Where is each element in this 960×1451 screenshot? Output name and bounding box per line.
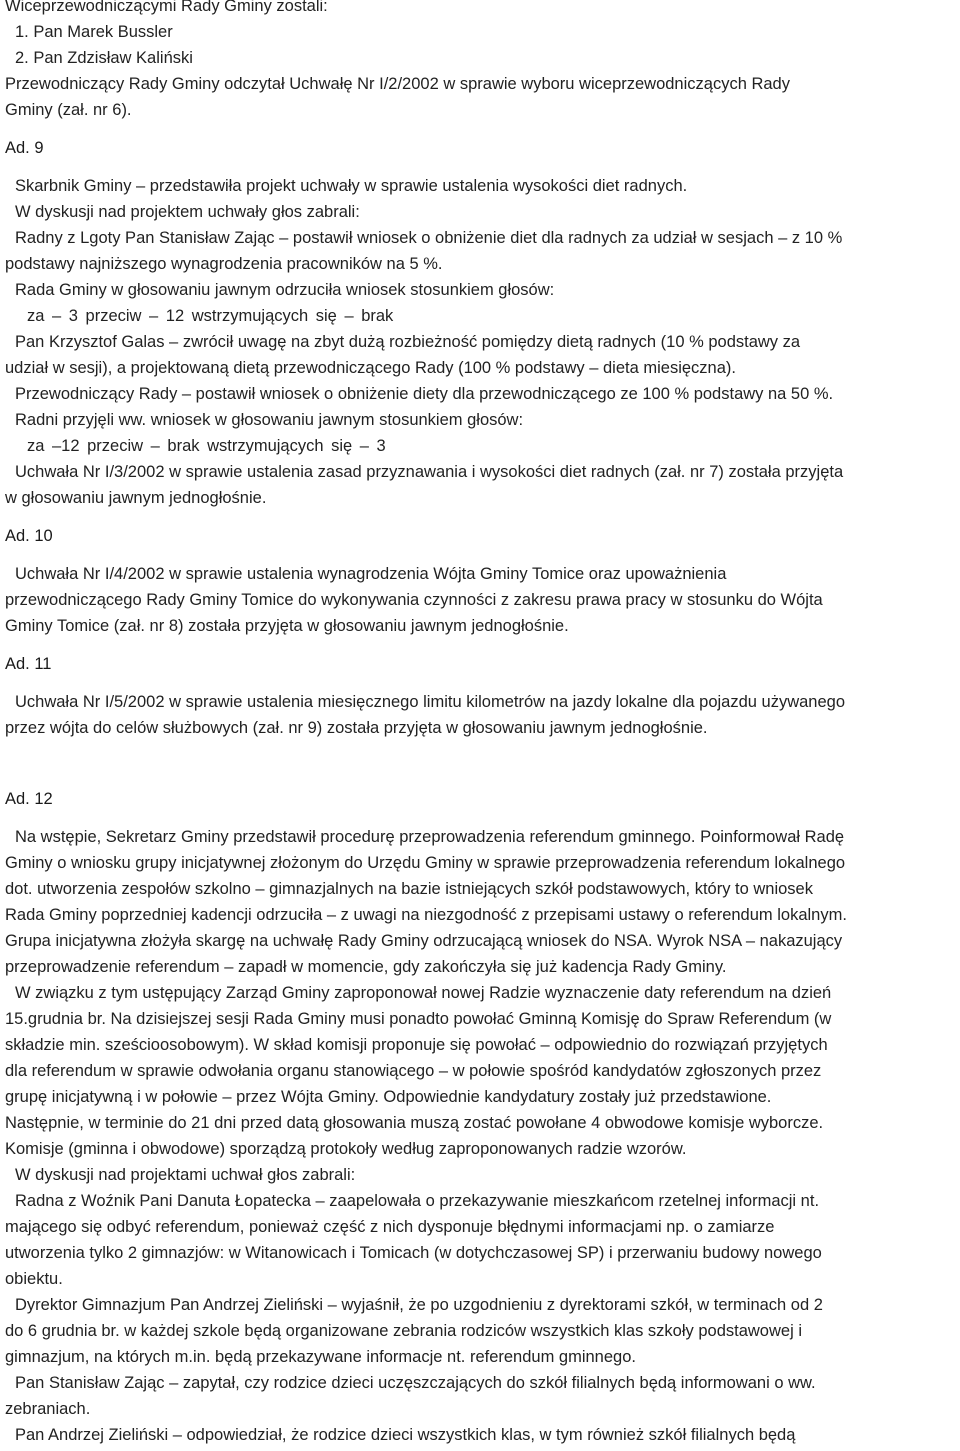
paragraph-line: Uchwała Nr I/4/2002 w sprawie ustalenia wynagrodzenia Wójta Gminy Tomice oraz upoważnienia xyxy=(15,565,727,583)
paragraph-line: Pan Andrzej Zieliński – odpowiedział, że rodzice dzieci wszystkich klas, w tym również szkół filialnych będą xyxy=(15,1426,796,1444)
paragraph-line: Gminy (zał. nr 6). xyxy=(5,101,132,119)
section-ad10 xyxy=(5,523,950,639)
vote-result: za –12 przeciw – brak wstrzymujących się – 3 xyxy=(27,437,386,455)
paragraph-line: podstawy najniższego wynagrodzenia pracowników na 5 %. xyxy=(5,255,443,273)
paragraph-line: Przewodniczący Rady – postawił wniosek o obniżenie diety dla przewodniczącego ze 100 % podstawy na 50 %. xyxy=(15,385,834,403)
list-item: 1. Pan Marek Bussler xyxy=(15,23,173,41)
section-heading: Ad. 10 xyxy=(5,527,53,545)
paragraph-line: gimnazjum, na których m.in. będą przekazywane informacje nt. referendum gminnego. xyxy=(5,1348,636,1366)
paragraph-line: Gminy o wniosku grupy inicjatywnej złożonym do Urzędu Gminy w sprawie przeprowadzenia referendum lokalnego xyxy=(5,854,846,872)
paragraph-line: przewodniczącego Rady Gminy Tomice do wykonywania czynności z zakresu prawa pracy w stosunku do Wójta xyxy=(5,591,823,609)
section-ad8-tail xyxy=(5,0,950,123)
paragraph-line: Gminy Tomice (zał. nr 8) została przyjęta w głosowaniu jawnym jednogłośnie. xyxy=(5,617,569,635)
vote-result: za – 3 przeciw – 12 wstrzymujących się – brak xyxy=(27,307,394,325)
list-item: 2. Pan Zdzisław Kaliński xyxy=(15,49,193,67)
paragraph-line: Rada Gminy w głosowaniu jawnym odrzuciła wniosek stosunkiem głosów: xyxy=(15,281,555,299)
paragraph-line: Pan Stanisław Zając – zapytał, czy rodzice dzieci uczęszczających do szkół filialnych będą informowani o ww. xyxy=(15,1374,816,1392)
paragraph-line: 15.grudnia br. Na dzisiejszej sesji Rada Gminy musi ponadto powołać Gminną Komisję do Spraw Referendum (w xyxy=(5,1010,832,1028)
paragraph-line: składzie min. sześcioosobowym). W skład komisji proponuje się powołać – odpowiednio do rozwiązań przyjętych xyxy=(5,1036,828,1054)
paragraph-line: Grupa inicjatywna złożyła skargę na uchwałę Rady Gminy odrzucającą wniosek do NSA. Wyrok NSA – nakazujący xyxy=(5,932,843,950)
section-ad12 xyxy=(5,786,950,1448)
paragraph-line: Rada Gminy poprzedniej kadencji odrzuciła – z uwagi na niezgodność z przepisami ustawy o referendum lokalnym. xyxy=(5,906,847,924)
paragraph-line: W związku z tym ustępujący Zarząd Gminy zaproponował nowej Radzie wyznaczenie daty referendum na dzień xyxy=(15,984,832,1002)
paragraph-line: Radny z Lgoty Pan Stanisław Zając – postawił wniosek o obniżenie diet dla radnych za udział w sesjach – z 10 % xyxy=(15,229,843,247)
section-ad11 xyxy=(5,651,950,741)
section-heading: Ad. 9 xyxy=(5,139,44,157)
section-heading: Ad. 11 xyxy=(5,655,52,673)
paragraph-line: mającego się odbyć referendum, ponieważ część z nich dysponuje błędnymi informacjami np. o zamiarze xyxy=(5,1218,775,1236)
paragraph-line: Komisje (gminna i obwodowe) sporządzą protokoły według zaproponowanych radzie wzorów. xyxy=(5,1140,687,1158)
paragraph-line: Na wstępie, Sekretarz Gminy przedstawił procedurę przeprowadzenia referendum gminnego. Poinformował Radę xyxy=(15,828,845,846)
paragraph-line: zebraniach. xyxy=(5,1400,91,1418)
paragraph-line: Pan Krzysztof Galas – zwrócił uwagę na zbyt dużą rozbieżność pomiędzy dietą radnych (10 % podstawy za xyxy=(15,333,801,351)
section-heading: Ad. 12 xyxy=(5,790,53,808)
paragraph-line: W dyskusji nad projektem uchwały głos zabrali: xyxy=(15,203,360,221)
paragraph-line: Przewodniczący Rady Gminy odczytał Uchwałę Nr I/2/2002 w sprawie wyboru wiceprzewodniczących Rady xyxy=(5,75,790,93)
paragraph-line: Uchwała Nr I/3/2002 w sprawie ustalenia zasad przyznawania i wysokości diet radnych (zał. nr 7) została przyjęta xyxy=(15,463,844,481)
paragraph-line: Radna z Woźnik Pani Danuta Łopatecka – zaapelowała o przekazywanie mieszkańcom rzetelnej informacji nt. xyxy=(15,1192,820,1210)
paragraph-line: grupę inicjatywną i w połowie – przez Wójta Gminy. Odpowiednie kandydatury zostały już przedstawione. xyxy=(5,1088,772,1106)
paragraph-line: Następnie, w terminie do 21 dni przed datą głosowania muszą zostać powołane 4 obwodowe komisje wyborcze. xyxy=(5,1114,824,1132)
paragraph-line: obiektu. xyxy=(5,1270,63,1288)
paragraph-line: przez wójta do celów służbowych (zał. nr 9) została przyjęta w głosowaniu jawnym jednogłośnie. xyxy=(5,719,708,737)
paragraph-line: przeprowadzenie referendum – zapadł w momencie, gdy zakończyła się już kadencja Rady Gminy. xyxy=(5,958,727,976)
paragraph-line: Uchwała Nr I/5/2002 w sprawie ustalenia miesięcznego limitu kilometrów na jazdy lokalne dla pojazdu używanego xyxy=(15,693,846,711)
paragraph-line: dla referendum w sprawie odwołania organu stanowiącego – w połowie spośród kandydatów zgłoszonych przez xyxy=(5,1062,822,1080)
paragraph-line: w głosowaniu jawnym jednogłośnie. xyxy=(5,489,267,507)
paragraph-line: dot. utworzenia zespołów szkolno – gimnazjalnych na bazie istniejących szkół podstawowych, który to wniosek xyxy=(5,880,813,898)
paragraph-line: W dyskusji nad projektami uchwał głos zabrali: xyxy=(15,1166,356,1184)
paragraph-line: udział w sesji), a projektowaną dietą przewodniczącego Rady (100 % podstawy – dieta miesięczna). xyxy=(5,359,736,377)
paragraph-line: Dyrektor Gimnazjum Pan Andrzej Zieliński – wyjaśnił, że po uzgodnieniu z dyrektorami szkół, w terminach od 2 xyxy=(15,1296,823,1314)
document-page xyxy=(5,0,950,1448)
paragraph-line: Radni przyjęli ww. wniosek w głosowaniu jawnym stosunkiem głosów: xyxy=(15,411,524,429)
section-ad9 xyxy=(5,135,950,511)
paragraph-line: do 6 grudnia br. w każdej szkole będą organizowane zebrania rodziców wszystkich klas szkoły podstawowej i xyxy=(5,1322,802,1340)
paragraph-line: utworzenia tylko 2 gimnazjów: w Witanowicach i Tomicach (w dotychczasowej SP) i przerwaniu budowy nowego xyxy=(5,1244,822,1262)
paragraph-line: Wiceprzewodniczącymi Rady Gminy zostali: xyxy=(5,0,328,15)
paragraph-line: Skarbnik Gminy – przedstawiła projekt uchwały w sprawie ustalenia wysokości diet radnych. xyxy=(15,177,688,195)
